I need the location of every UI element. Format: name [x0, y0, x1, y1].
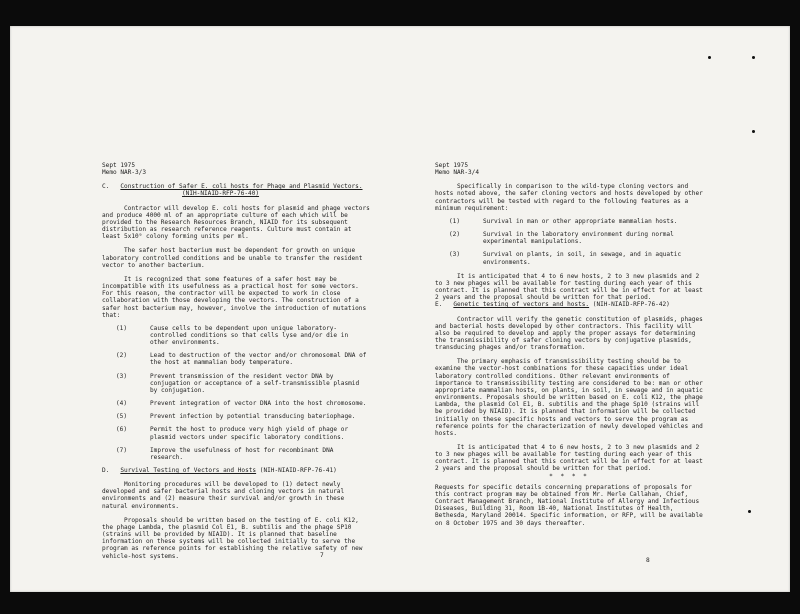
scanned-sheet — [10, 26, 790, 592]
separator-asterisks: * * * * — [549, 472, 589, 480]
right-paragraph: The primary emphasis of transmissibility testing should be to examine the vector-host combinations for these capacities under ideal laboratory controlled conditions. Other relevant environments of importance to transmissibility testing are considered to be: man or other appropriate mammalian hosts, on plants, in soil, in sewage and in aquatic environments. Proposals should be written based on E. coli K12, the phage Lambda, the plasmid Col E1, B. subtilis and the phage Sp10 (strains will be provided by NIAID). It is planned that information will be collected initially on these specific hosts and vectors to serve the program as reference points for the characterization of newly developed vehicles and hosts. — [435, 358, 703, 437]
mutation-list — [102, 325, 370, 461]
list-item-text: Survival in man or other appropriate mammalian hosts. — [483, 217, 678, 225]
list-item-number: (2) — [116, 352, 128, 360]
left-date: Sept 1975 — [102, 162, 136, 169]
list-item — [102, 447, 370, 461]
right-page — [435, 162, 703, 527]
list-item-number: (1) — [116, 324, 128, 332]
section-e-title: Genetic testing of vectors and hosts. — [453, 301, 590, 309]
left-paragraph: Proposals should be written based on the testing of E. coli K12, the phage Lambda, the plasmid Col E1, B. subtilis and the phage SP10 (strains will be provided by NIAID). It is planned that baseline information on these systems will be collected initially to serve the program as reference points for establishing the relative safety of new vehicle-host systems. — [102, 516, 363, 560]
list-item-text: Survival in the laboratory environment during normal experimental manipulations. — [483, 231, 674, 246]
section-c-heading — [102, 183, 370, 190]
right-date: Sept 1975 — [435, 162, 469, 169]
section-c-title: Construction of Safer E. coli hosts for Phage and Plasmid Vectors. — [120, 183, 363, 191]
section-e-heading — [435, 301, 703, 308]
list-item-number: (7) — [116, 446, 128, 454]
section-d-title: Survival Testing of Vectors and Hosts — [120, 467, 257, 474]
list-item — [102, 400, 370, 407]
list-item-number: (4) — [116, 400, 128, 408]
left-paragraph: The safer host bacterium must be dependent for growth on unique laboratory controlled conditions and be unable to transfer the resident vector to another bacterium. — [102, 247, 363, 269]
section-d-heading — [102, 467, 370, 474]
right-paragraph: It is anticipated that 4 to 6 new hosts, 2 to 3 new plasmids and 2 to 3 new phages will be available for testing during each year of this contract. It is planned that this contract will be in effect for at least 2 years and the proposal should be written for that period. — [435, 444, 703, 473]
right-intro: Specifically in comparison to the wild-type cloning vectors and hosts noted above, the safer cloning vectors and hosts developed by other contractors will be tested with regard to the following features as a minimum requirement: — [435, 183, 703, 212]
right-paragraph: It is anticipated that 4 to 6 new hosts, 2 to 3 new plasmids and 2 to 3 new phages will be available for testing during each year of this contract. It is planned that this contract will be in effect for at least 2 years and the proposal should be written for that period. — [435, 272, 703, 302]
list-item-text: Improve the usefulness of host for recombinant DNA research. — [150, 446, 334, 461]
left-page-number: 7 — [320, 552, 324, 559]
list-item — [102, 373, 370, 394]
section-e-code: (NIH-NIAID-RFP-76-42) — [592, 301, 670, 309]
left-paragraph: It is recognized that some features of a safer host may be incompatible with its usefulness as a practical host for some vectors. For this reason, the contractor will be expected to work in close collaboration with those developing the vectors. The construction of a safer host bacterium may, however, involve the introduction of mutations that: — [102, 275, 367, 319]
list-item — [435, 251, 703, 265]
list-item — [435, 231, 703, 245]
list-item-text: Prevent integration of vector DNA into the host chromosome. — [150, 400, 367, 408]
left-paragraph: Contractor will develop E. coli hosts for plasmid and phage vectors and produce 4000 ml of an appropriate culture of each which will be provided to the Research Resources Branch, NIAID for its subsequent distribution as research reference reagents. Culture must contain at least 5x10⁹ colony forming units per ml. — [102, 204, 370, 241]
left-paragraph: Monitoring procedures will be developed to (1) detect newly developed and safer bacterial hosts and cloning vectors in natural environments and (2) measure their survival and/or growth in these natural environments. — [102, 481, 345, 510]
list-item — [435, 218, 703, 225]
right-page-number: 8 — [646, 557, 650, 564]
feature-list — [435, 218, 703, 266]
list-item-text: Survival on plants, in soil, in sewage, and in aquatic environments. — [483, 251, 682, 266]
list-item — [102, 413, 370, 420]
list-item-number: (5) — [116, 413, 128, 421]
list-item — [102, 352, 370, 366]
section-d-code: (NIH-NIAID-RFP-76-41) — [259, 467, 337, 474]
left-memo-number: Memo NAR-3/3 — [102, 169, 147, 177]
list-item-number: (3) — [116, 372, 128, 380]
scan-speck — [748, 510, 751, 513]
left-page — [102, 162, 370, 560]
closing-paragraph: Requests for specific details concerning preparations of proposals for this contract program may be obtained from Mr. Merle Callahan, Chief, Contract Management Branch, National Institute of Allergy and Infectious Diseases, Building 31, Room 1B-40, National Institutes of Health, Bethesda, Maryland 20014. Specific information, or RFP, will be available on 8 October 1975 and 30 days thereafter. — [435, 483, 703, 527]
section-d-label: D. — [102, 467, 110, 474]
list-item-number: (2) — [449, 231, 461, 239]
scan-speck — [752, 56, 755, 59]
scan-speck — [708, 56, 711, 59]
list-item-text: Cause cells to be dependent upon unique laboratory-controlled conditions so that cells lyse and/or die in other environments. — [150, 324, 349, 347]
list-item — [102, 325, 370, 346]
scan-speck — [752, 130, 755, 133]
list-item-text: Permit the host to produce very high yield of phage or plasmid vectors under specific laboratory conditions. — [150, 426, 349, 441]
right-memo-number: Memo NAR-3/4 — [435, 169, 480, 177]
list-item-number: (3) — [449, 251, 461, 259]
list-item-number: (6) — [116, 426, 128, 434]
list-item-number: (1) — [449, 217, 461, 225]
list-item — [102, 426, 370, 440]
list-item-text: Prevent transmission of the resident vector DNA by conjugation or acceptance of a self-transmissible plasmid by conjugation. — [150, 372, 360, 394]
section-c-label: C. — [102, 183, 110, 191]
list-item-text: Prevent infection by potential transducing bateriophage. — [150, 413, 356, 421]
section-c-subtitle: (NIH-NIAID-RFP-76-40) — [182, 190, 260, 198]
section-e-label: E. — [435, 301, 443, 309]
list-item-text: Lead to destruction of the vector and/or chromosomal DNA of the host at mammalian body temperature. — [150, 352, 367, 367]
right-paragraph: Contractor will verify the genetic constitution of plasmids, phages and bacterial hosts developed by other contractors. This facility will also be required to develop and apply the proper assays for determining the transmissibility of safer cloning vectors by conjugative plasmids, transducing phages and/or transformation. — [435, 315, 703, 352]
